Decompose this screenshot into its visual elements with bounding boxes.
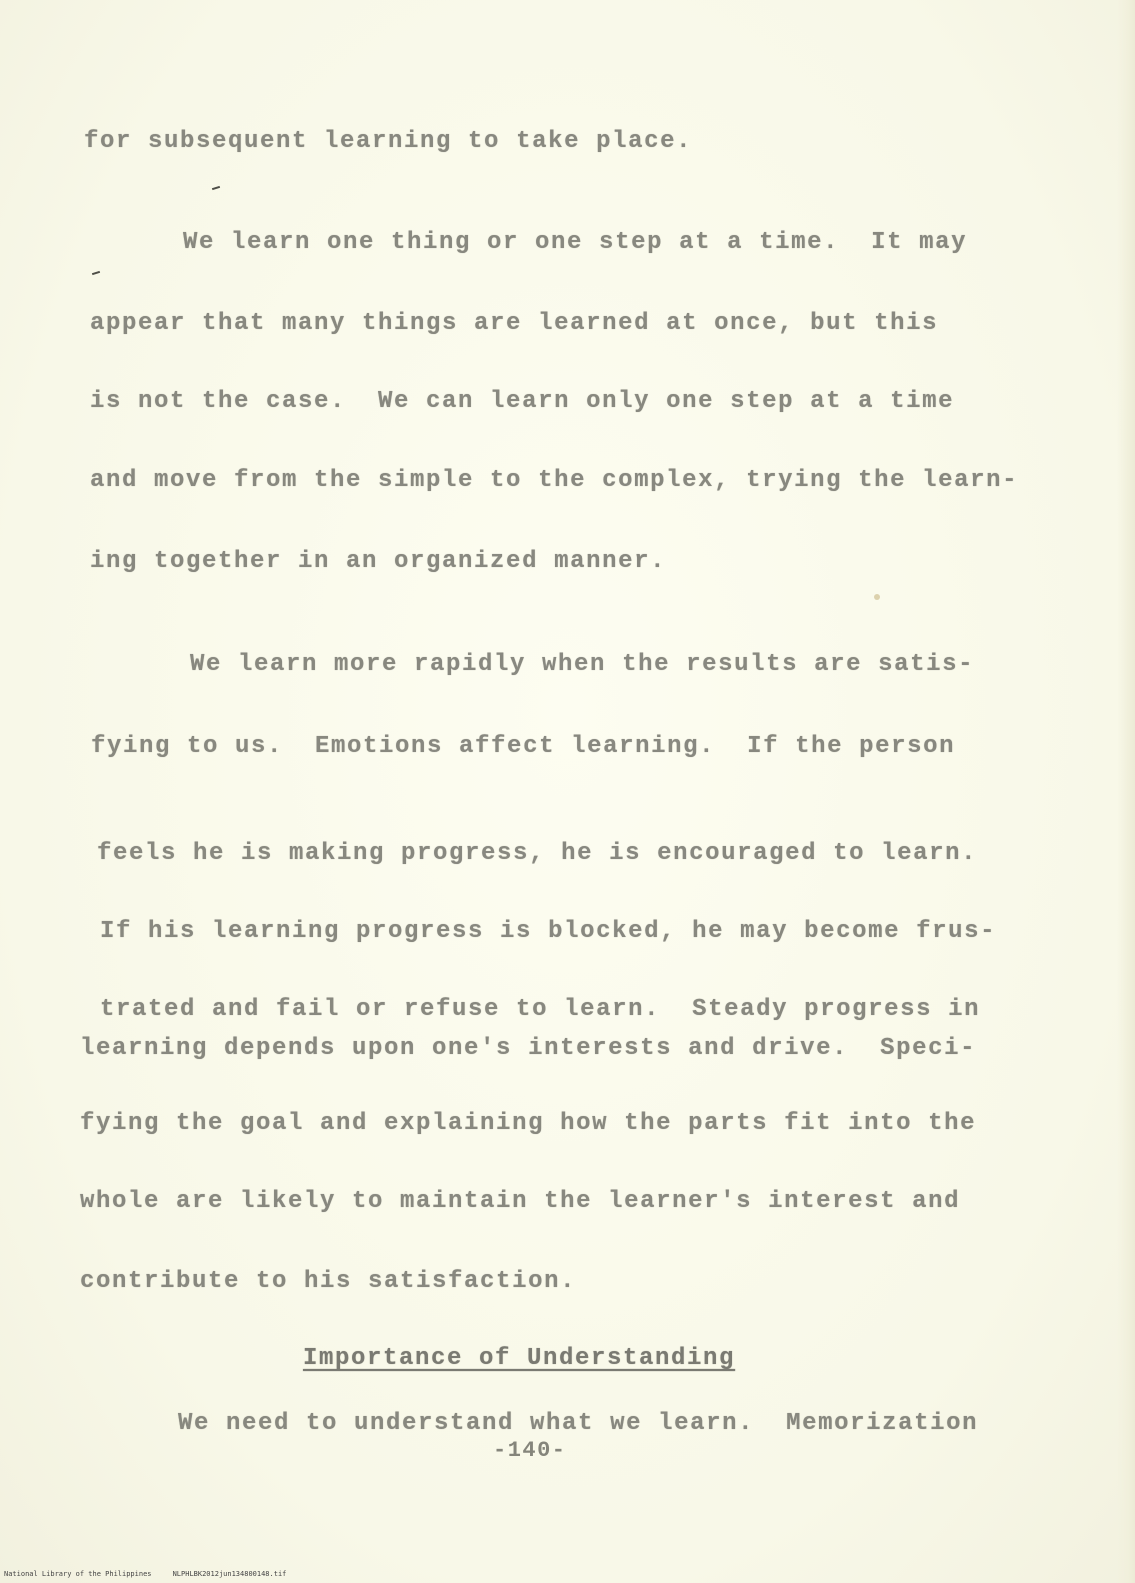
text-line-2: We learn one thing or one step at a time. It may	[183, 229, 968, 256]
text-line-10: If his learning progress is blocked, he may become frus-	[100, 918, 997, 945]
library-name: National Library of the Philippines	[4, 1570, 152, 1578]
text-line-after-heading: We need to understand what we learn. Memorization	[178, 1410, 979, 1437]
text-line-3: appear that many things are learned at once, but this	[90, 310, 939, 337]
text-line-12: learning depends upon one's interests and drive. Speci-	[80, 1035, 977, 1062]
text-line-13: fying the goal and explaining how the parts fit into the	[80, 1110, 977, 1137]
text-line-4: is not the case. We can learn only one step at a time	[90, 388, 955, 415]
section-heading: Importance of Understanding	[303, 1345, 736, 1372]
scan-file-name: NLPHLBK2012jun134800148.tif	[172, 1570, 287, 1578]
text-line-6: ing together in an organized manner.	[90, 548, 667, 575]
text-line-14: whole are likely to maintain the learner's interest and	[80, 1188, 961, 1215]
text-line-11: trated and fail or refuse to learn. Steady progress in	[100, 996, 981, 1023]
page-edge-shadow	[1117, 0, 1135, 1583]
text-line-9: feels he is making progress, he is encouraged to learn.	[97, 840, 978, 867]
text-line-1: for subsequent learning to take place.	[84, 128, 693, 155]
ink-mark	[92, 271, 100, 275]
page-number: -140-	[493, 1438, 567, 1463]
scan-footer	[4, 1570, 286, 1578]
paper-stain	[874, 594, 880, 600]
text-line-7: We learn more rapidly when the results are satis-	[190, 651, 975, 678]
text-line-5: and move from the simple to the complex, trying the learn-	[90, 467, 1019, 494]
text-line-8: fying to us. Emotions affect learning. If the person	[91, 733, 956, 760]
text-line-15: contribute to his satisfaction.	[80, 1268, 577, 1295]
ink-mark	[212, 186, 220, 190]
